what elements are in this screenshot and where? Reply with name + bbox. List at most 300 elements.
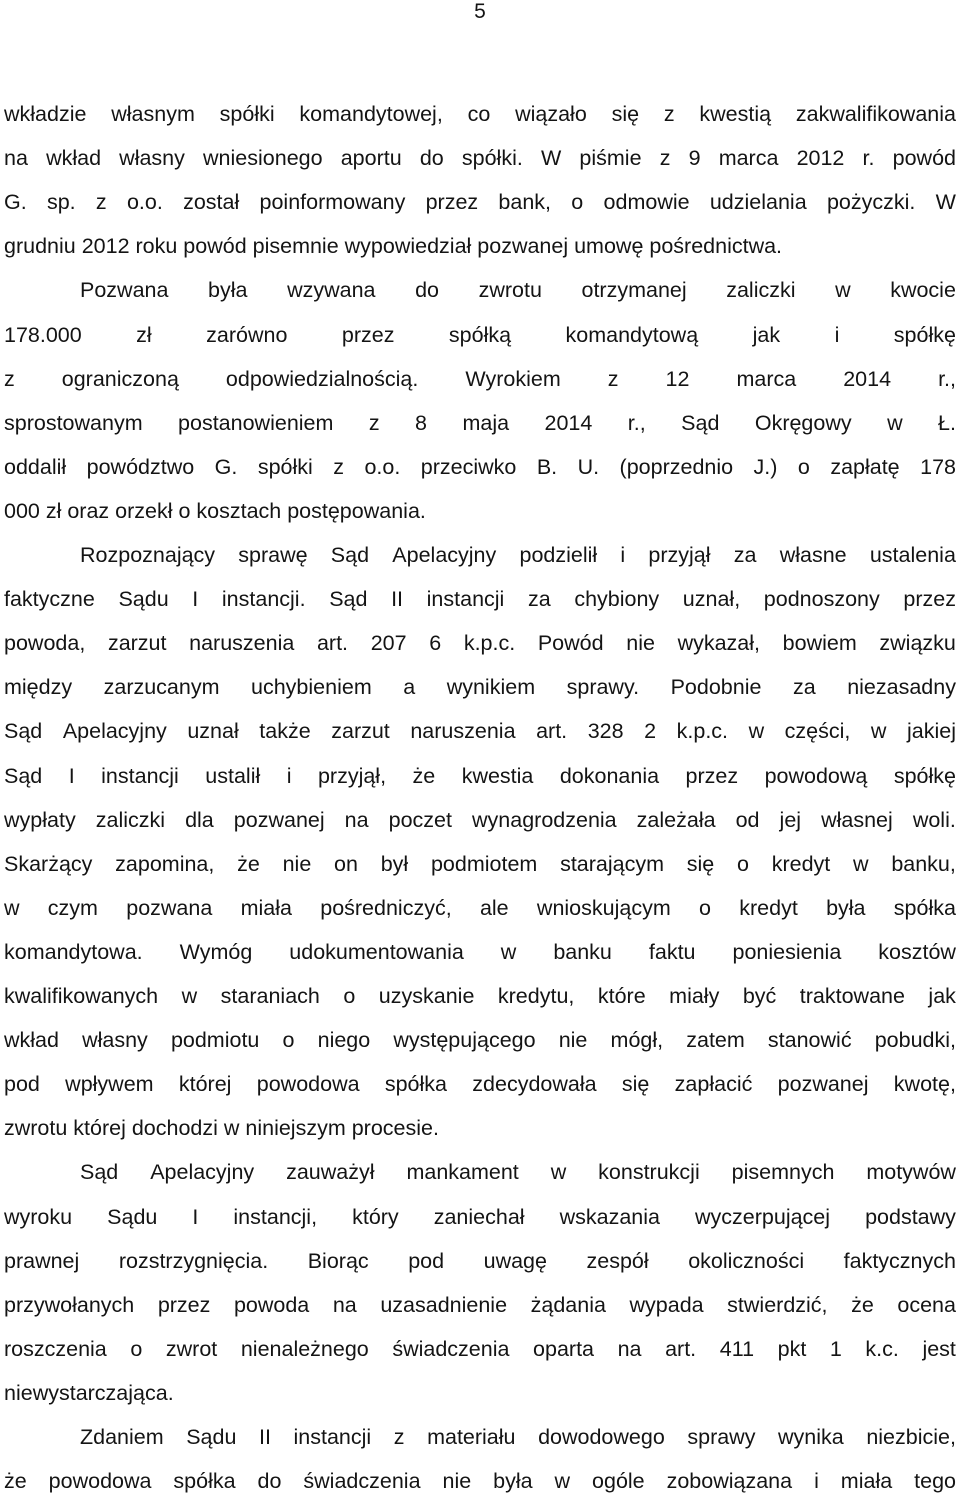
word: zaliczki (726, 278, 796, 303)
text-line (4, 1327, 956, 1371)
word: o (737, 851, 749, 876)
word: i (286, 763, 292, 788)
word: I (192, 587, 199, 612)
word: Biorąc (307, 1248, 369, 1273)
word: r., (938, 366, 956, 391)
word: uznał, (682, 587, 741, 612)
word: uwagę (483, 1248, 547, 1273)
word: której (178, 1072, 232, 1097)
word: poczet (388, 807, 452, 832)
word: związku (879, 631, 956, 656)
word: komandytową (565, 322, 699, 347)
text-line (4, 621, 956, 665)
word: udzielania (709, 190, 807, 215)
word: za (733, 543, 757, 567)
word: w (554, 1469, 571, 1494)
word: bowiem (782, 631, 857, 656)
text-line: grudniu 2012 roku powód pisemnie wypowiedział pozwanej umowę pośrednictwa. (4, 234, 783, 259)
word: była (826, 895, 866, 920)
word: odmowie (603, 190, 690, 215)
word: przez (341, 322, 395, 347)
text-line (4, 842, 956, 886)
text-line (4, 974, 956, 1018)
word: Sądu (118, 587, 169, 612)
word: wykazał, (677, 631, 761, 656)
word: między (4, 675, 73, 700)
word: ograniczoną (61, 366, 179, 391)
word: Zdaniem (80, 1425, 164, 1449)
word: powoda (233, 1292, 310, 1317)
word: r., (627, 410, 646, 435)
word: sp. (46, 190, 76, 215)
word: zapłacić (674, 1072, 753, 1097)
word: Sądu (186, 1425, 237, 1449)
word: wnioskującym (536, 895, 671, 920)
word: 12 (665, 366, 690, 391)
word: w (870, 719, 887, 744)
word: tego (914, 1469, 956, 1494)
word: pod (408, 1248, 445, 1273)
word: mógł, (610, 1028, 664, 1053)
word: o (571, 190, 584, 215)
word: 2012 (796, 146, 845, 171)
word: Sądu (107, 1204, 158, 1229)
word: Sąd (329, 587, 368, 612)
word: jak (752, 322, 781, 347)
word: do (419, 146, 444, 171)
word: zatem (686, 1028, 745, 1053)
word: miała (840, 1469, 893, 1494)
word: Okręgowy (754, 410, 852, 435)
word: Podobnie (670, 675, 762, 700)
word: dla (185, 807, 214, 832)
word: że (237, 851, 260, 876)
word: wiązało (515, 102, 587, 126)
word: r. (862, 146, 875, 171)
word: U. (577, 454, 600, 479)
word: oparta (533, 1336, 595, 1361)
text-line (4, 180, 956, 224)
word: zapomina, (115, 851, 215, 876)
word: zarzut (107, 631, 167, 656)
word: własny (82, 1028, 148, 1053)
word: sprawy (687, 1425, 756, 1449)
text-line (4, 1459, 956, 1503)
word: ogóle (592, 1469, 645, 1494)
word: Sąd (80, 1160, 119, 1185)
text-line (4, 401, 956, 445)
word: art. (665, 1336, 697, 1361)
word: II (259, 1425, 271, 1449)
text-line (80, 1415, 956, 1459)
word: była (493, 1469, 533, 1494)
word: na (617, 1336, 642, 1361)
word: spółkę (893, 322, 956, 347)
word: kwalifikowanych (4, 984, 159, 1008)
word: spółki. (461, 146, 523, 171)
word: motywów (866, 1160, 956, 1185)
word: instancji. (221, 587, 306, 612)
word: podmiotem (430, 851, 538, 876)
word: zobowiązana (666, 1469, 793, 1494)
word: woli. (912, 807, 956, 832)
text-line (4, 1062, 956, 1106)
word: wypada (629, 1292, 704, 1317)
word: został (183, 190, 240, 215)
word: 2 (644, 719, 657, 744)
word: wynagrodzenia (472, 807, 617, 832)
word: który (352, 1204, 399, 1229)
word: spółka (384, 1072, 447, 1097)
word: i (834, 322, 840, 347)
word: pod (4, 1072, 40, 1097)
text-line (4, 754, 956, 798)
word: pobudki, (874, 1028, 956, 1053)
word: i (620, 543, 626, 567)
word: się (686, 851, 715, 876)
word: jej (779, 807, 802, 832)
word: banku (553, 939, 612, 964)
word: wyczerpującej (695, 1204, 831, 1229)
word: pozwana (126, 895, 213, 920)
word: do (415, 278, 439, 303)
word: własnym (111, 102, 195, 126)
word: zauważył (286, 1160, 375, 1185)
word: ustalenia (869, 543, 956, 567)
page-number: 5 (474, 0, 486, 23)
word: maja (462, 410, 510, 435)
word: G. (214, 454, 238, 479)
word: faktu (648, 939, 696, 964)
word: B. (536, 454, 558, 479)
word: przez (685, 763, 739, 788)
word: sprostowanym (4, 410, 143, 435)
word: odpowiedzialnością. (225, 366, 419, 391)
word: podzielił (519, 543, 598, 567)
word: 411 (719, 1336, 755, 1361)
text-line (4, 445, 956, 489)
word: z (333, 454, 344, 479)
word: faktycznych (843, 1248, 956, 1273)
word: traktowane (799, 984, 905, 1008)
text-line (4, 1283, 956, 1327)
word: jest (922, 1336, 956, 1361)
word: że (412, 763, 436, 788)
word: sprawę (238, 543, 308, 567)
word: I (68, 763, 75, 788)
word: instancji (101, 763, 179, 788)
word: spółki (219, 102, 275, 126)
word: Apelacyjny (62, 719, 167, 744)
word: kredyt (771, 851, 831, 876)
word: zarzut (331, 719, 390, 744)
word: o (797, 454, 810, 479)
word: wyroku (4, 1204, 73, 1229)
word: Apelacyjny (150, 1160, 255, 1185)
word: konstrukcji (598, 1160, 700, 1185)
word: na (344, 807, 369, 832)
text-line: 000 zł oraz orzekł o kosztach postępowania. (4, 498, 426, 523)
text-line: niewystarczająca. (4, 1380, 174, 1405)
word: zaniechał (433, 1204, 525, 1229)
text-line (4, 136, 956, 180)
word: jak (928, 984, 956, 1008)
word: być (742, 984, 777, 1008)
word: prawnej (4, 1248, 80, 1273)
word: własny (119, 146, 185, 171)
word: uchybieniem (251, 675, 372, 700)
word: z (607, 366, 619, 391)
text-line (4, 1195, 956, 1239)
word: uzyskanie (378, 984, 475, 1008)
word: przyjął, (317, 763, 387, 788)
word: za (792, 675, 816, 700)
word: spółkę (893, 763, 956, 788)
word: powoda, (4, 631, 86, 656)
word: spółka (893, 895, 956, 920)
word: o (343, 984, 356, 1008)
word: faktyczne (4, 587, 95, 612)
word: wynikiem (446, 675, 536, 700)
word: przez (157, 1292, 211, 1317)
word: podnoszony (763, 587, 880, 612)
word: II (391, 587, 404, 612)
word: wkład (4, 1028, 59, 1053)
word: I (192, 1204, 199, 1229)
word: własne (779, 543, 847, 567)
word: które (597, 984, 646, 1008)
word: czym (47, 895, 98, 920)
word: powodowa (256, 1072, 360, 1097)
word: pkt (777, 1336, 807, 1361)
word: k.p.c. (463, 631, 516, 656)
word: powód (892, 146, 956, 171)
word: 2014 (544, 410, 593, 435)
word: nie (282, 851, 312, 876)
text-line (4, 92, 956, 136)
word: banku, (891, 851, 956, 876)
word: z (663, 102, 675, 126)
word: wypłaty (4, 807, 76, 832)
word: zakwalifikowania (795, 102, 956, 126)
word: pośredniczyć, (320, 895, 452, 920)
word: z (393, 1425, 405, 1449)
word: 1 (829, 1336, 842, 1361)
word: Powód (537, 631, 604, 656)
text-line (4, 1239, 956, 1283)
word: zapłatę (830, 454, 900, 479)
word: z (368, 410, 380, 435)
word: Pozwana (80, 278, 169, 303)
word: instancji (426, 587, 505, 612)
word: na (332, 1292, 357, 1317)
word: art. (536, 719, 568, 744)
word: był (380, 851, 409, 876)
word: kosztów (878, 939, 956, 964)
word: zarzucanym (103, 675, 220, 700)
word: kwestią (699, 102, 772, 126)
word: zł (136, 322, 152, 347)
word: bank, (498, 190, 552, 215)
word: otrzymanej (581, 278, 687, 303)
word: 178 (920, 454, 956, 479)
word: kwestia (461, 763, 534, 788)
word: kwotę, (893, 1072, 956, 1097)
word: żądania (530, 1292, 606, 1317)
word: zależała (636, 807, 716, 832)
word: Sąd (4, 719, 43, 744)
word: w (181, 984, 198, 1008)
word: przyjął (648, 543, 711, 567)
word: że (4, 1469, 27, 1494)
word: dowodowego (538, 1425, 665, 1449)
word: wzywana (287, 278, 376, 303)
word: wpływem (65, 1072, 154, 1097)
text-line (80, 1150, 956, 1194)
word: podstawy (865, 1204, 956, 1229)
word: przeciwko (420, 454, 517, 479)
word: o (282, 1028, 295, 1053)
word: nienależnego (240, 1336, 369, 1361)
word: w (853, 851, 869, 876)
word: naruszenia (189, 631, 295, 656)
word: Rozpoznający (80, 543, 216, 567)
word: chybiony (574, 587, 660, 612)
word: pożyczki. (826, 190, 916, 215)
word: przywołanych (4, 1292, 135, 1317)
word: w (500, 939, 517, 964)
word: świadczenia (303, 1469, 421, 1494)
word: stwierdzić, (727, 1292, 828, 1317)
word: uzasadnienie (380, 1292, 508, 1317)
word: o (130, 1336, 143, 1361)
word: wkład (46, 146, 102, 171)
word: wniesionego (203, 146, 323, 171)
word: się (611, 102, 640, 126)
text-line (4, 930, 956, 974)
word: o.o. (126, 190, 163, 215)
word: się (621, 1072, 650, 1097)
word: w (887, 410, 903, 435)
word: także (259, 719, 311, 744)
word: marca (718, 146, 779, 171)
word: zarówno (206, 322, 288, 347)
word: starającym (560, 851, 665, 876)
word: Sąd (681, 410, 720, 435)
word: kredytu, (497, 984, 575, 1008)
text-line (4, 798, 956, 842)
word: o (699, 895, 711, 920)
word: staraniach (220, 984, 320, 1008)
word: J.) (753, 454, 778, 479)
word: powództwo (86, 454, 195, 479)
text-line (80, 533, 956, 577)
word: z (659, 146, 671, 171)
word: instancji, (233, 1204, 318, 1229)
text-line (4, 709, 956, 753)
word: spółki (257, 454, 313, 479)
word: 2014 (843, 366, 892, 391)
word: spółka (173, 1469, 236, 1494)
word: roszczenia (4, 1336, 107, 1361)
word: kredyt (739, 895, 798, 920)
word: 9 (688, 146, 701, 171)
word: komandytowa. (4, 939, 143, 964)
word: k.p.c. (676, 719, 729, 744)
word: okoliczności (688, 1248, 805, 1273)
word: w (835, 278, 851, 303)
word: Wyrokiem (465, 366, 561, 391)
word: (poprzednio (619, 454, 734, 479)
word: materiału (427, 1425, 516, 1449)
word: stanowić (767, 1028, 852, 1053)
word: naruszenia (410, 719, 516, 744)
word: podmiotu (170, 1028, 260, 1053)
word: instancji (293, 1425, 372, 1449)
word: zwrotu (478, 278, 542, 303)
word: pozwanej (777, 1072, 869, 1097)
word: nie (626, 631, 655, 656)
word: pozwanej (233, 807, 325, 832)
text-line (4, 665, 956, 709)
word: własnej (821, 807, 893, 832)
word: art. (316, 631, 349, 656)
word: miały (669, 984, 720, 1008)
word: nie (558, 1028, 588, 1053)
text-line (4, 1018, 956, 1062)
word: powodową (764, 763, 868, 788)
text-line (4, 886, 956, 930)
word: oddalił (4, 454, 67, 479)
word: G. (4, 190, 27, 215)
word: że (851, 1292, 874, 1317)
word: 328 (587, 719, 624, 744)
word: nie (442, 1469, 472, 1494)
word: W (935, 190, 956, 215)
word: zwrot (165, 1336, 218, 1361)
word: Sąd (330, 543, 370, 567)
word: a (403, 675, 416, 700)
word: on (334, 851, 358, 876)
word: piśmie (579, 146, 642, 171)
word: występującego (393, 1028, 536, 1053)
word: wkładzie (4, 102, 87, 126)
word: ustalił (205, 763, 261, 788)
word: uznał (187, 719, 239, 744)
word: mankament (406, 1160, 519, 1185)
word: pisemnych (731, 1160, 835, 1185)
word: z (95, 190, 107, 215)
word: Sąd (4, 763, 43, 788)
word: W (540, 146, 562, 171)
word: wynika (778, 1425, 844, 1449)
text-line (80, 268, 956, 312)
word: o.o. (364, 454, 401, 479)
word: 6 (429, 631, 442, 656)
text-line (4, 357, 956, 401)
word: niego (317, 1028, 371, 1053)
word: dokonania (559, 763, 660, 788)
word: aportu (340, 146, 402, 171)
text-line (4, 313, 956, 357)
word: ale (479, 895, 509, 920)
word: co (467, 102, 491, 126)
word: wskazania (559, 1204, 660, 1229)
word: od (735, 807, 760, 832)
word: jakiej (907, 719, 956, 744)
word: i (814, 1469, 819, 1494)
word: zdecydowała (472, 1072, 597, 1097)
